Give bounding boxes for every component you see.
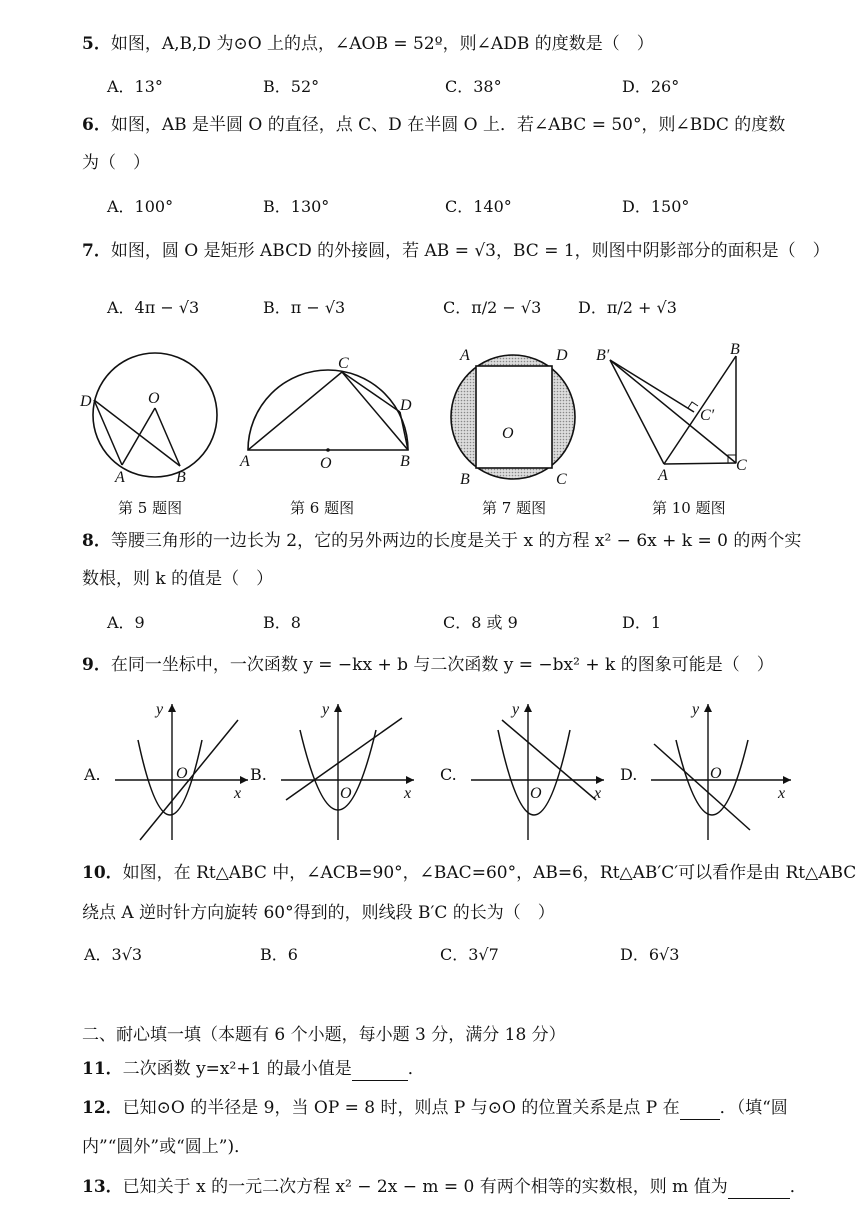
option-b: B. [250, 765, 267, 784]
question-text: 等腰三角形的一边长为 2，它的另外两边的长度是关于 x 的方程 x² − 6x + k = 0 的两个实 [110, 531, 802, 551]
option-a: A．3√3 [84, 945, 143, 964]
question-5 [82, 33, 654, 55]
svg-text:x: x [404, 785, 412, 802]
option-b: B．130° [263, 197, 330, 216]
svg-text:B: B [400, 453, 410, 470]
svg-text:O: O [320, 455, 332, 472]
question-number: 6． [82, 115, 111, 135]
option-b: B．52° [263, 77, 320, 96]
option-d: D．π/2 + √3 [578, 298, 677, 317]
svg-text:B′: B′ [596, 347, 610, 364]
question-text: 如图，AB 是半圆 O 的直径，点 C、D 在半圆 O 上．若∠ABC = 50°，则∠BDC 的度数 [110, 115, 786, 135]
question-6 [82, 114, 785, 136]
svg-text:C: C [338, 355, 349, 372]
graph-option-d [646, 700, 796, 845]
question-9 [82, 654, 774, 676]
question-text: 如图，在 Rt△ABC 中，∠ACB=90°，∠BAC=60°，AB=6，Rt△AB′C′可以看作是由 Rt△ABC [122, 863, 857, 883]
option-c: C. [440, 765, 457, 784]
question-8 [82, 530, 801, 552]
question-number: 13． [82, 1177, 123, 1197]
option-d: D．1 [622, 613, 662, 632]
svg-text:C: C [736, 457, 747, 474]
figure-10 [596, 342, 756, 487]
graph-option-b [276, 700, 416, 845]
question-text: 在同一坐标中，一次函数 y = −kx + b 与二次函数 y = −bx² + k 的图象可能是（ ） [110, 655, 774, 675]
graph-option-c [466, 700, 606, 845]
svg-text:O: O [530, 785, 542, 802]
question-number: 11． [82, 1059, 123, 1079]
figure-6-caption: 第 6 题图 [290, 499, 355, 517]
question-end: ． [407, 1059, 425, 1079]
figure-5-caption: 第 5 题图 [118, 499, 183, 517]
option-d: D．6√3 [620, 945, 680, 964]
question-number: 12． [82, 1098, 123, 1118]
svg-text:x: x [594, 785, 602, 802]
svg-text:O: O [176, 765, 188, 782]
figure-10-caption: 第 10 题图 [652, 499, 726, 517]
answer-blank[interactable] [728, 1176, 790, 1199]
question-number: 8． [82, 531, 111, 551]
svg-text:C′: C′ [700, 407, 715, 424]
svg-text:A: A [658, 467, 668, 484]
svg-text:D: D [556, 347, 568, 364]
option-a: A．4π − √3 [107, 298, 200, 317]
svg-text:C: C [556, 471, 567, 488]
svg-text:D: D [400, 397, 412, 414]
answer-blank[interactable] [352, 1058, 408, 1081]
figure-5 [80, 340, 230, 490]
question-text: 已知⊙O 的半径是 9，当 OP = 8 时，则点 P 与⊙O 的位置关系是点 P 在 [122, 1098, 680, 1118]
question-11 [82, 1058, 425, 1081]
figure-7-caption: 第 7 题图 [482, 499, 547, 517]
svg-text:A: A [240, 453, 250, 470]
question-text: 如图，圆 O 是矩形 ABCD 的外接圆，若 AB = √3，BC = 1，则图中阴影部分的面积是（ ） [110, 241, 830, 261]
figure-6 [238, 352, 418, 472]
question-12 [82, 1097, 788, 1120]
option-c: C．38° [445, 77, 502, 96]
option-c: C．140° [445, 197, 512, 216]
question-text: 如图，A,B,D 为⊙O 上的点，∠AOB = 52º，则∠ADB 的度数是（ ） [110, 34, 654, 54]
question-6-cont: 为（ ） [82, 153, 150, 173]
question-8-cont: 数根，则 k 的值是（ ） [82, 569, 274, 589]
svg-text:D: D [80, 393, 92, 410]
option-d: D．26° [622, 77, 680, 96]
question-7 [82, 240, 830, 262]
svg-text:O: O [502, 425, 514, 442]
option-b: B．8 [263, 613, 301, 632]
question-number: 5． [82, 34, 111, 54]
svg-text:y: y [322, 701, 330, 718]
option-b: B．6 [260, 945, 298, 964]
svg-text:O: O [340, 785, 352, 802]
question-number: 9． [82, 655, 111, 675]
question-end: ．（填“圆 [719, 1098, 788, 1118]
graph-option-a [110, 700, 250, 845]
svg-text:B: B [176, 469, 186, 486]
question-end: ． [789, 1177, 807, 1197]
option-c: C．8 或 9 [443, 613, 518, 632]
question-10 [82, 862, 856, 884]
option-d: D．150° [622, 197, 690, 216]
option-d: D. [620, 765, 638, 784]
svg-text:y: y [156, 701, 164, 718]
question-number: 10． [82, 863, 123, 883]
option-a: A. [84, 765, 101, 784]
option-a: A．9 [107, 613, 145, 632]
svg-text:x: x [234, 785, 242, 802]
question-13 [82, 1176, 807, 1199]
figure-7 [448, 342, 588, 487]
svg-text:A: A [460, 347, 470, 364]
svg-text:y: y [512, 701, 520, 718]
svg-text:B: B [460, 471, 470, 488]
option-a: A．100° [107, 197, 174, 216]
option-c: C．3√7 [440, 945, 499, 964]
question-text: 已知关于 x 的一元二次方程 x² − 2x − m = 0 有两个相等的实数根，则 m 值为 [122, 1177, 728, 1197]
option-b: B．π − √3 [263, 298, 346, 317]
option-c: C．π/2 − √3 [443, 298, 542, 317]
question-number: 7． [82, 241, 111, 261]
svg-text:y: y [692, 701, 700, 718]
option-a: A．13° [107, 77, 163, 96]
answer-blank[interactable] [680, 1097, 720, 1120]
svg-text:x: x [778, 785, 786, 802]
question-12-cont: 内”“圆外”或“圆上”)． [82, 1137, 252, 1157]
svg-text:A: A [115, 469, 125, 486]
svg-text:O: O [148, 390, 160, 407]
section-heading: 二、耐心填一填（本题有 6 个小题，每小题 3 分，满分 18 分） [82, 1025, 566, 1045]
svg-text:B: B [730, 341, 740, 358]
question-10-cont: 绕点 A 逆时针方向旋转 60°得到的，则线段 B′C 的长为（ ） [82, 903, 555, 923]
svg-text:O: O [710, 765, 722, 782]
question-text: 二次函数 y=x²+1 的最小值是 [122, 1059, 352, 1079]
